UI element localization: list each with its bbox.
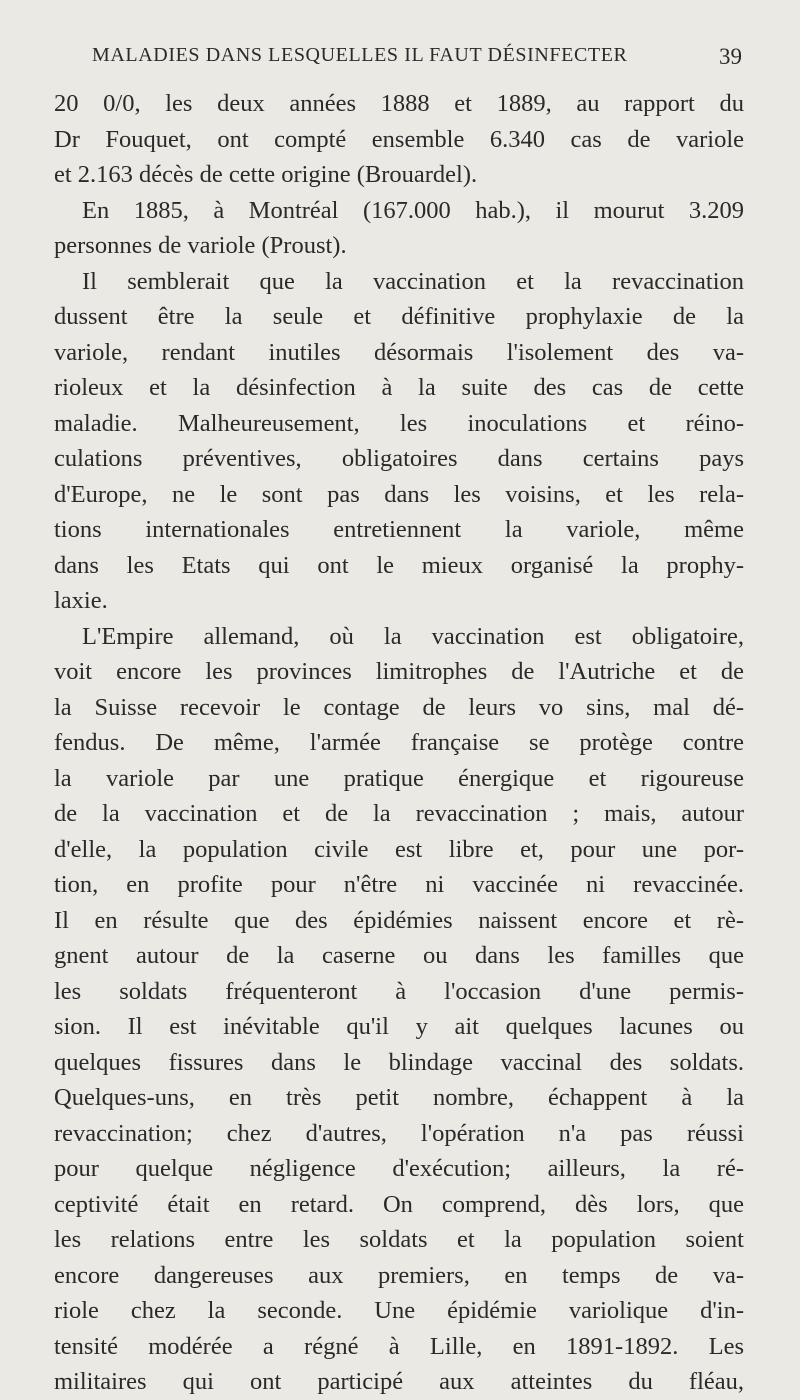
text-line: Il semblerait que la vaccination et la revaccination [82, 267, 744, 295]
running-title: MALADIES DANS LESQUELLES IL FAUT DÉSINFECTER [92, 44, 628, 66]
text-line: voit encore les provinces limitrophes de l'Autriche et de [54, 658, 744, 685]
text-line: tion, en profite pour n'être ni vaccinée ni revaccinée. [54, 871, 744, 898]
text-line: laxie. [54, 587, 108, 614]
text-line: Quelques-uns, en très petit nombre, échappent à la [54, 1084, 744, 1111]
text-line: ceptivité était en retard. On comprend, dès lors, que [54, 1190, 744, 1218]
text-line: 20 0/0, les deux années 1888 et 1889, au rapport du [54, 90, 744, 117]
text-line: de la vaccination et de la revaccination ; mais, autour [54, 800, 744, 827]
text-line: maladie. Malheureusement, les inoculations et réino- [54, 409, 744, 437]
text-line: variole, rendant inutiles désormais l'isolement des va- [54, 338, 744, 366]
text-line: d'Europe, ne le sont pas dans les voisins, et les rela- [54, 480, 744, 508]
text-line: la Suisse recevoir le contage de leurs vo sins, mal dé- [54, 693, 744, 721]
text-line: tensité modérée a régné à Lille, en 1891-1892. Les [54, 1332, 744, 1360]
text-line: dussent être la seule et définitive prophylaxie de la [54, 303, 744, 330]
text-line: tions internationales entretiennent la variole, même [54, 516, 744, 543]
text-line: militaires qui ont participé aux atteintes du fléau, [54, 1368, 744, 1395]
text-line: riole chez la seconde. Une épidémie variolique d'in- [54, 1297, 744, 1324]
text-line: dans les Etats qui ont le mieux organisé la prophy- [54, 551, 744, 579]
body-text [54, 86, 744, 1400]
text-line: la variole par une pratique énergique et rigoureuse [54, 764, 744, 792]
text-line: personnes de variole (Proust). [54, 232, 347, 259]
text-line: culations préventives, obligatoires dans certains pays [54, 445, 744, 472]
text-line: revaccination; chez d'autres, l'opération n'a pas réussi [54, 1119, 744, 1147]
text-line: d'elle, la population civile est libre et, pour une por- [54, 835, 744, 863]
text-line: En 1885, à Montréal (167.000 hab.), il mourut 3.209 [82, 196, 744, 224]
text-line: les soldats fréquenteront à l'occasion d'une permis- [54, 977, 744, 1005]
running-head [92, 44, 742, 78]
page-number: 39 [719, 44, 742, 69]
text-line: encore dangereuses aux premiers, en temps de va- [54, 1261, 744, 1289]
text-line: L'Empire allemand, où la vaccination est obligatoire, [82, 622, 744, 650]
text-line: Il en résulte que des épidémies naissent encore et rè- [54, 906, 744, 934]
text-line: et 2.163 décès de cette origine (Brouardel). [54, 161, 478, 188]
text-line: pour quelque négligence d'exécution; ailleurs, la ré- [54, 1155, 744, 1182]
text-line: sion. Il est inévitable qu'il y ait quelques lacunes ou [54, 1013, 744, 1040]
text-line: quelques fissures dans le blindage vaccinal des soldats. [54, 1048, 744, 1076]
text-line: les relations entre les soldats et la population soient [54, 1226, 744, 1253]
text-line: Dr Fouquet, ont compté ensemble 6.340 cas de variole [54, 125, 744, 153]
text-line: rioleux et la désinfection à la suite des cas de cette [54, 374, 744, 401]
text-line: fendus. De même, l'armée française se protège contre [54, 729, 744, 756]
text-line: gnent autour de la caserne ou dans les familles que [54, 942, 744, 969]
